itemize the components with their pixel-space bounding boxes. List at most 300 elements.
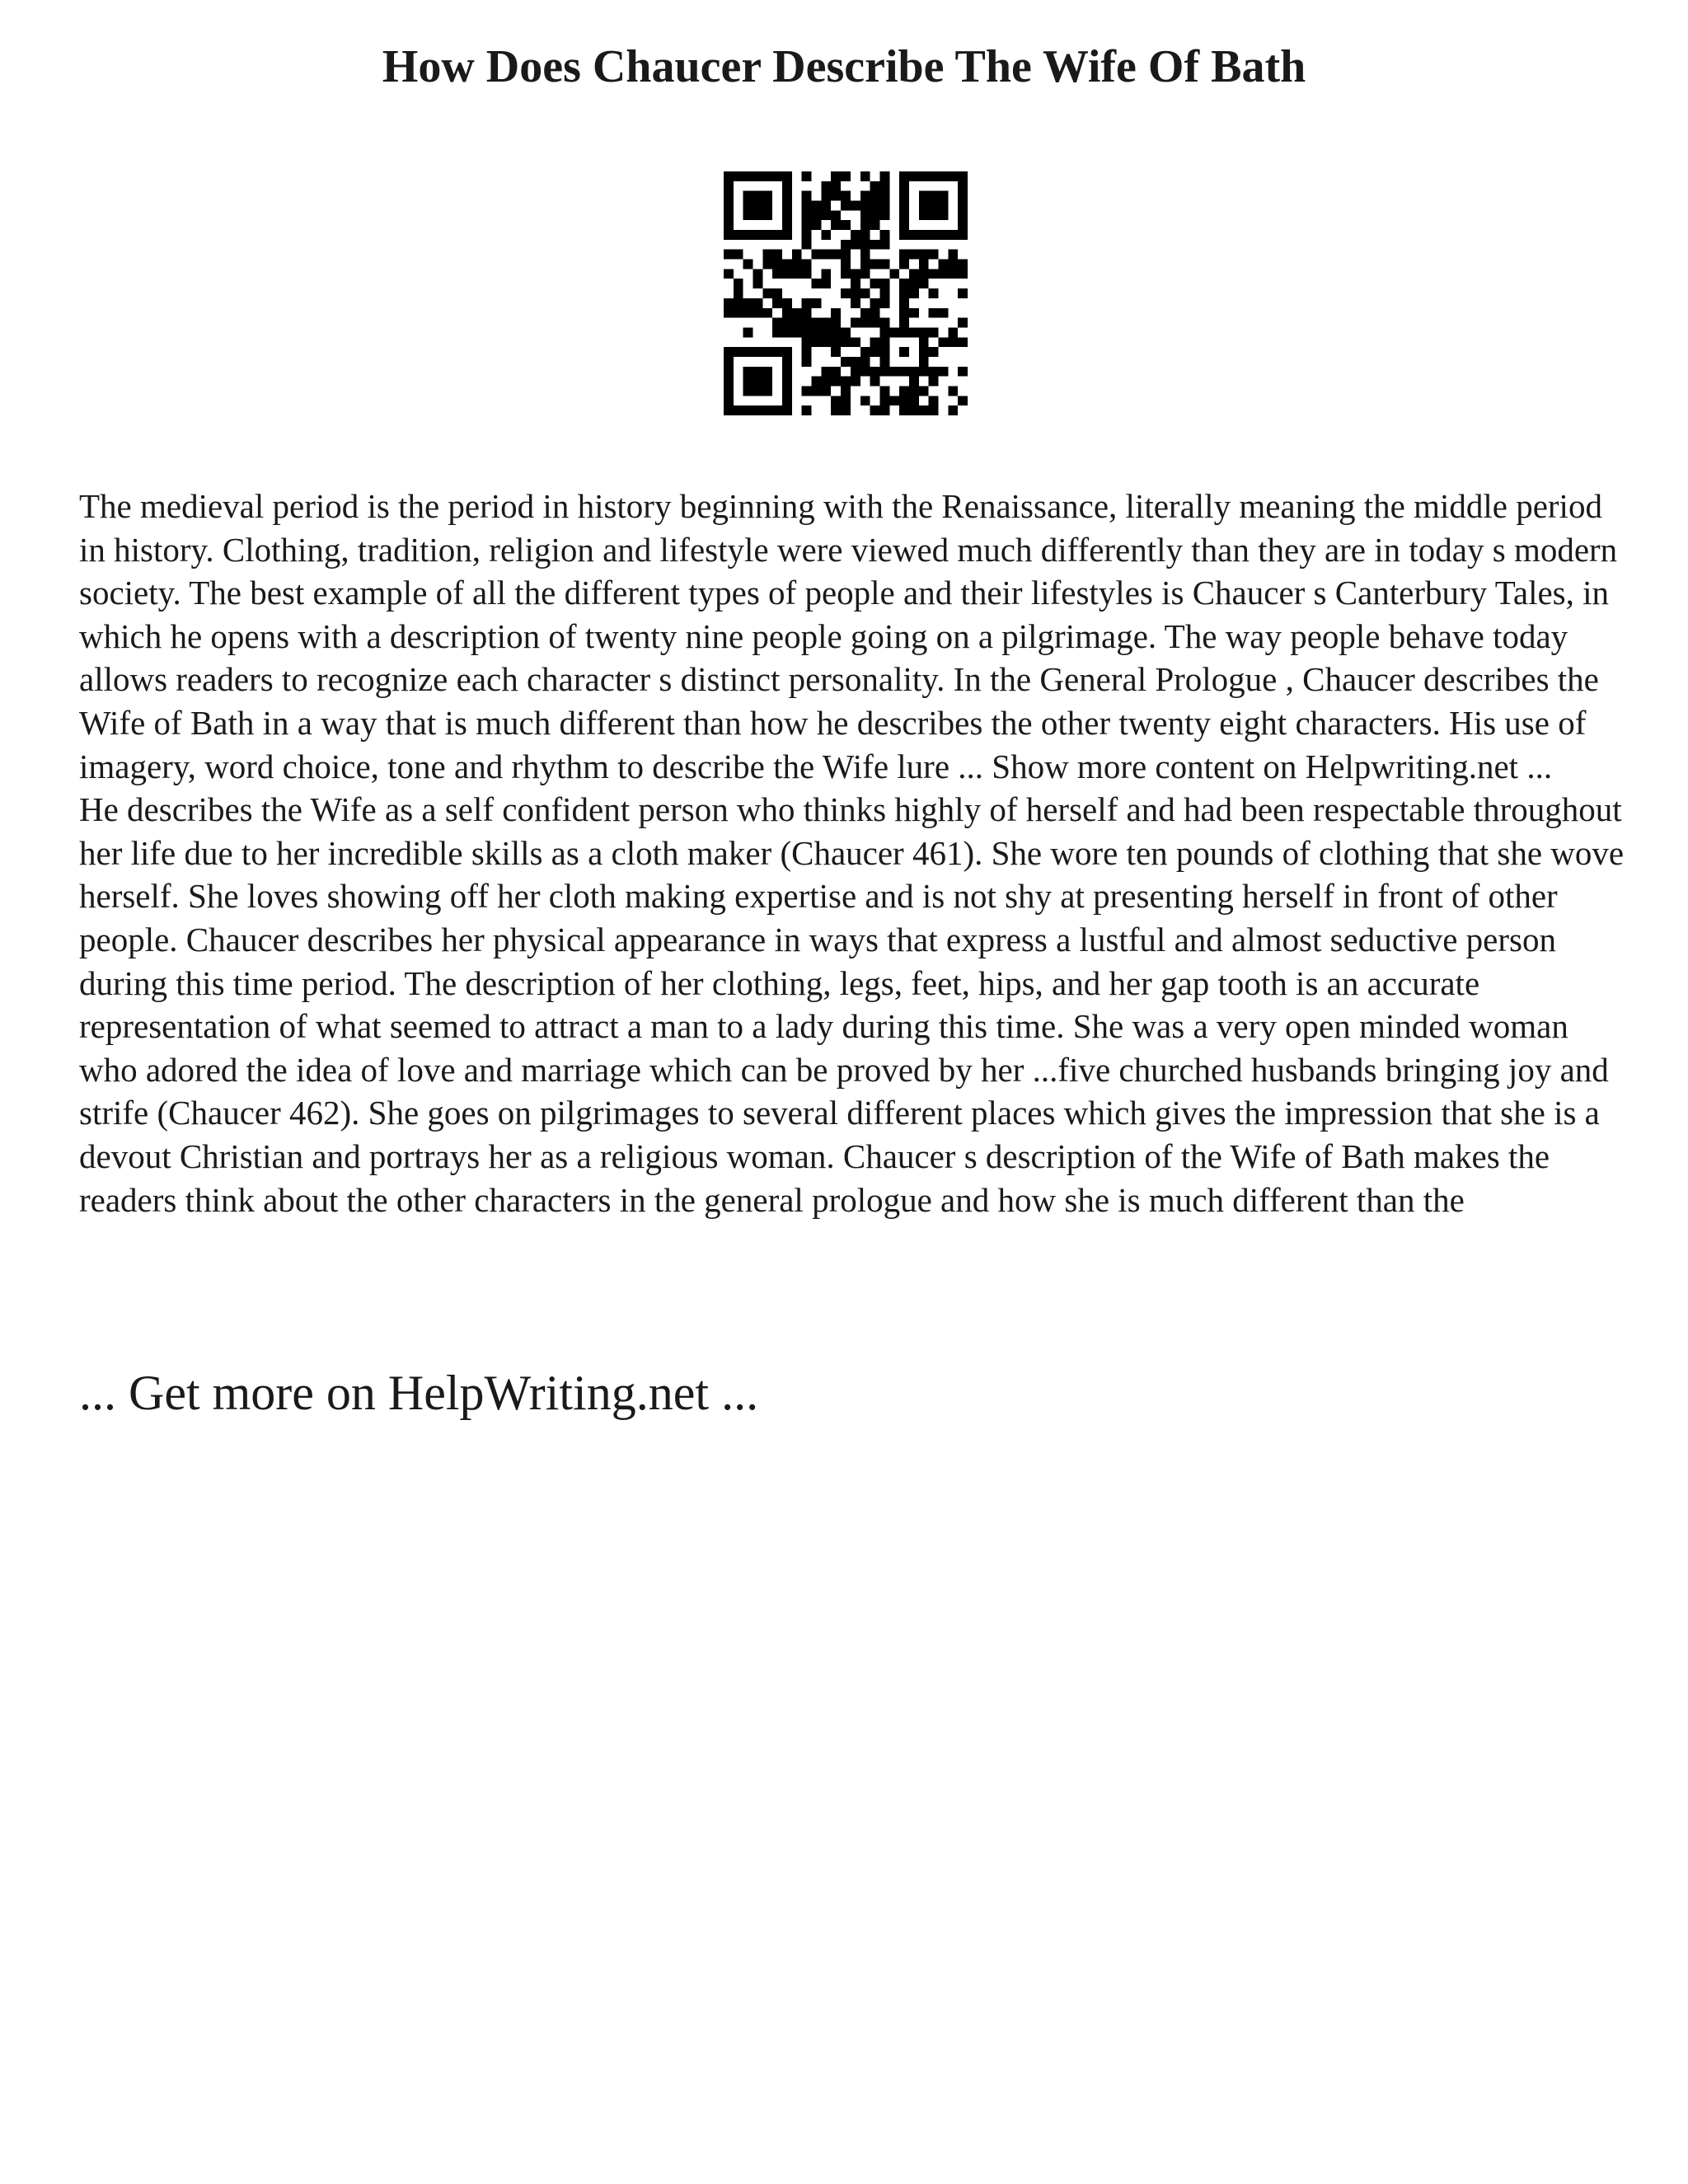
qr-module [802, 357, 812, 367]
qr-module [948, 269, 958, 279]
qr-module [812, 337, 822, 347]
qr-module [841, 240, 851, 250]
qr-module [851, 279, 860, 288]
qr-module [909, 250, 919, 260]
qr-module [929, 405, 939, 415]
qr-module [782, 308, 792, 318]
qr-module [929, 308, 939, 318]
qr-module [889, 269, 899, 279]
qr-module [958, 201, 968, 211]
qr-module [762, 377, 772, 387]
qr-module [831, 308, 841, 318]
qr-module [782, 181, 792, 191]
qr-module [841, 288, 851, 298]
qr-module [879, 230, 889, 240]
qr-code-icon[interactable] [724, 171, 968, 415]
qr-module [870, 405, 880, 415]
qr-module [762, 191, 772, 201]
qr-module [909, 327, 919, 337]
qr-module [841, 357, 851, 367]
qr-module [772, 230, 782, 240]
qr-module [724, 367, 734, 377]
qr-module [753, 269, 763, 279]
get-more-link[interactable]: ... Get more on HelpWriting.net ... [79, 1366, 759, 1420]
qr-module [724, 405, 734, 415]
qr-module [899, 347, 909, 357]
qr-module [870, 318, 880, 328]
qr-module [860, 288, 870, 298]
paragraph-1: The medieval period is the period in history beginning with the Renaissance, literally meaning the middle period in history. Clothing, tradition, religion and lifestyle were viewed much differently than they are in today s modern society. The best example of all the different types of people and their lifestyles is Chaucer s Canterbury Tales, in which he opens with a description of twenty nine people going on a pilgrimage. The way people behave today allows readers to recognize each character s distinct personality. In the General Prologue , Chaucer describes the Wife of Bath in a way that is much different than how he describes the other twenty eight characters. His use of imagery, word choice, tone and rhythm to describe the Wife lure ... Show more content on Helpwriting.net ... [79, 487, 1618, 785]
qr-module [899, 250, 909, 260]
qr-module [899, 181, 909, 191]
qr-module [812, 318, 822, 328]
qr-module [919, 327, 929, 337]
page-title: How Does Chaucer Describe The Wife Of Bath [382, 41, 1306, 92]
qr-module [870, 298, 880, 308]
qr-module [909, 405, 919, 415]
qr-module [724, 377, 734, 387]
qr-module [899, 171, 909, 181]
qr-module [860, 191, 870, 201]
qr-module [860, 357, 870, 367]
qr-module [851, 240, 860, 250]
qr-module [762, 230, 772, 240]
qr-module [879, 171, 889, 181]
qr-module [802, 260, 812, 269]
qr-module [919, 357, 929, 367]
qr-module [802, 337, 812, 347]
qr-module [889, 367, 899, 377]
qr-module [919, 405, 929, 415]
qr-module [782, 405, 792, 415]
qr-module [851, 201, 860, 211]
qr-module [782, 327, 792, 337]
qr-module [899, 396, 909, 405]
qr-module [753, 405, 763, 415]
qr-module [734, 308, 743, 318]
qr-module [841, 171, 851, 181]
qr-module [860, 230, 870, 240]
qr-module [851, 357, 860, 367]
qr-module [899, 210, 909, 220]
qr-module [812, 220, 822, 230]
qr-module [743, 386, 753, 396]
qr-module [821, 230, 831, 240]
qr-module [860, 240, 870, 250]
qr-module [743, 405, 753, 415]
qr-module [812, 201, 822, 211]
qr-module [860, 250, 870, 260]
qr-module [831, 337, 841, 347]
qr-module [899, 220, 909, 230]
qr-module [851, 318, 860, 328]
qr-module [889, 327, 899, 337]
qr-module [821, 191, 831, 201]
qr-module [870, 377, 880, 387]
qr-module [753, 347, 763, 357]
qr-module [860, 171, 870, 181]
qr-module [821, 337, 831, 347]
qr-module [948, 171, 958, 181]
qr-module [870, 347, 880, 357]
qr-module [948, 327, 958, 337]
qr-module [899, 308, 909, 318]
qr-module [860, 308, 870, 318]
qr-module [831, 181, 841, 191]
qr-module [762, 288, 772, 298]
qr-module [753, 367, 763, 377]
qr-module [948, 405, 958, 415]
qr-module [743, 308, 753, 318]
qr-module [948, 386, 958, 396]
qr-module [782, 377, 792, 387]
qr-module [724, 357, 734, 367]
qr-module [919, 210, 929, 220]
qr-module [802, 298, 812, 308]
qr-module [802, 240, 812, 250]
qr-module [879, 210, 889, 220]
qr-module [919, 191, 929, 201]
qr-module [851, 230, 860, 240]
qr-module [899, 405, 909, 415]
qr-module [909, 279, 919, 288]
qr-module [860, 260, 870, 269]
qr-module [743, 327, 753, 337]
qr-module [958, 269, 968, 279]
qr-module [743, 191, 753, 201]
qr-module [821, 279, 831, 288]
qr-module [929, 201, 939, 211]
qr-module [851, 337, 860, 347]
qr-module [802, 327, 812, 337]
qr-module [743, 298, 753, 308]
qr-module [879, 405, 889, 415]
qr-module [929, 396, 939, 405]
qr-module [879, 337, 889, 347]
qr-module [860, 210, 870, 220]
qr-module [879, 396, 889, 405]
qr-module [772, 405, 782, 415]
qr-module [753, 191, 763, 201]
qr-module [772, 347, 782, 357]
qr-module [958, 288, 968, 298]
qr-module [772, 318, 782, 328]
qr-module [831, 171, 841, 181]
qr-module [782, 201, 792, 211]
qr-module [802, 230, 812, 240]
qr-module [860, 347, 870, 357]
qr-module [958, 191, 968, 201]
qr-module [899, 191, 909, 201]
qr-module [762, 260, 772, 269]
qr-module [724, 171, 734, 181]
qr-module [782, 347, 792, 357]
qr-module [743, 201, 753, 211]
qr-module [821, 210, 831, 220]
qr-module [899, 230, 909, 240]
qr-module [762, 210, 772, 220]
qr-module [909, 377, 919, 387]
qr-module [899, 260, 909, 269]
qr-module [753, 210, 763, 220]
qr-module [919, 250, 929, 260]
qr-module [762, 405, 772, 415]
qr-module [802, 191, 812, 201]
qr-module [724, 396, 734, 405]
qr-module [879, 357, 889, 367]
qr-module [841, 327, 851, 337]
qr-module [879, 367, 889, 377]
qr-module [958, 181, 968, 191]
qr-module [958, 230, 968, 240]
qr-module [870, 201, 880, 211]
qr-module [870, 308, 880, 318]
qr-module [802, 318, 812, 328]
qr-module [782, 210, 792, 220]
qr-module [938, 260, 948, 269]
qr-module [724, 201, 734, 211]
qr-module [753, 308, 763, 318]
qr-module [870, 210, 880, 220]
qr-module [879, 260, 889, 269]
qr-module [802, 405, 812, 415]
qr-module [792, 260, 802, 269]
qr-module [870, 337, 880, 347]
qr-module [919, 386, 929, 396]
qr-module [724, 191, 734, 201]
qr-module [812, 298, 822, 308]
qr-module [899, 298, 909, 308]
qr-module [929, 210, 939, 220]
qr-module [948, 230, 958, 240]
qr-module [929, 327, 939, 337]
qr-module [870, 181, 880, 191]
qr-module [782, 386, 792, 396]
qr-module [870, 240, 880, 250]
qr-module [821, 250, 831, 260]
qr-module [772, 288, 782, 298]
qr-module [958, 337, 968, 347]
qr-module [899, 318, 909, 328]
qr-module [802, 347, 812, 357]
qr-module [821, 269, 831, 279]
qr-module [831, 327, 841, 337]
qr-module [743, 210, 753, 220]
qr-module [782, 367, 792, 377]
qr-module [831, 347, 841, 357]
qr-module [753, 201, 763, 211]
qr-module [860, 201, 870, 211]
qr-module [821, 327, 831, 337]
qr-module [909, 386, 919, 396]
qr-module [802, 201, 812, 211]
qr-module [724, 298, 734, 308]
qr-module [879, 288, 889, 298]
qr-module [743, 260, 753, 269]
qr-module [841, 220, 851, 230]
qr-module [899, 279, 909, 288]
qr-module [841, 191, 851, 201]
qr-module [879, 191, 889, 201]
qr-module [812, 386, 822, 396]
qr-module [782, 318, 792, 328]
qr-module [919, 171, 929, 181]
qr-module [812, 327, 822, 337]
qr-module [724, 347, 734, 357]
qr-module [851, 298, 860, 308]
qr-module [812, 279, 822, 288]
article-body [79, 485, 1629, 1221]
qr-module [919, 201, 929, 211]
qr-module [899, 288, 909, 298]
qr-module [821, 201, 831, 211]
qr-module [772, 269, 782, 279]
qr-module [782, 298, 792, 308]
qr-module [724, 220, 734, 230]
qr-module [734, 230, 743, 240]
qr-module [899, 327, 909, 337]
qr-module [724, 250, 734, 260]
qr-module [772, 171, 782, 181]
qr-module [782, 357, 792, 367]
qr-module [772, 298, 782, 308]
qr-module [948, 250, 958, 260]
qr-code-graphic [724, 171, 968, 415]
qr-module [929, 288, 939, 298]
qr-module [831, 250, 841, 260]
qr-module [812, 377, 822, 387]
qr-module [919, 269, 929, 279]
qr-module [929, 377, 939, 387]
qr-module [919, 279, 929, 288]
qr-module [879, 327, 889, 337]
qr-module [860, 220, 870, 230]
qr-module [831, 191, 841, 201]
qr-module [734, 250, 743, 260]
qr-module [870, 191, 880, 201]
qr-module [831, 396, 841, 405]
qr-module [812, 250, 822, 260]
qr-module [929, 367, 939, 377]
qr-module [792, 318, 802, 328]
qr-module [782, 191, 792, 201]
qr-module [938, 201, 948, 211]
qr-module [841, 396, 851, 405]
qr-module [909, 269, 919, 279]
qr-module [958, 396, 968, 405]
qr-module [734, 288, 743, 298]
qr-module [772, 260, 782, 269]
qr-module [879, 347, 889, 357]
qr-module [919, 337, 929, 347]
qr-module [860, 269, 870, 279]
qr-module [724, 210, 734, 220]
qr-module [782, 260, 792, 269]
qr-module [938, 210, 948, 220]
qr-module [870, 220, 880, 230]
qr-module [762, 201, 772, 211]
qr-module [753, 377, 763, 387]
qr-module [821, 367, 831, 377]
qr-module [948, 260, 958, 269]
qr-module [860, 318, 870, 328]
qr-module [929, 171, 939, 181]
qr-module [802, 220, 812, 230]
qr-module [734, 171, 743, 181]
qr-module [841, 269, 851, 279]
qr-module [860, 367, 870, 377]
qr-module [958, 171, 968, 181]
qr-module [919, 260, 929, 269]
qr-module [841, 337, 851, 347]
qr-module [948, 337, 958, 347]
qr-module [909, 230, 919, 240]
qr-module [782, 220, 792, 230]
qr-module [899, 201, 909, 211]
qr-module [879, 181, 889, 191]
qr-module [753, 279, 763, 288]
qr-module [782, 269, 792, 279]
qr-module [734, 298, 743, 308]
qr-module [870, 279, 880, 288]
qr-module [899, 367, 909, 377]
qr-module [879, 279, 889, 288]
qr-module [762, 308, 772, 318]
qr-module [724, 308, 734, 318]
qr-module [734, 405, 743, 415]
qr-module [724, 181, 734, 191]
qr-module [812, 210, 822, 220]
qr-module [919, 347, 929, 357]
qr-module [762, 367, 772, 377]
qr-module [734, 347, 743, 357]
qr-module [724, 386, 734, 396]
qr-module [782, 230, 792, 240]
qr-module [802, 210, 812, 220]
qr-module [909, 367, 919, 377]
qr-module [938, 337, 948, 347]
qr-module [831, 318, 841, 328]
qr-module [831, 220, 841, 230]
qr-module [938, 269, 948, 279]
qr-module [841, 386, 851, 396]
qr-module [753, 386, 763, 396]
qr-module [909, 396, 919, 405]
qr-module [938, 367, 948, 377]
qr-module [889, 396, 899, 405]
qr-module [792, 327, 802, 337]
qr-module [802, 269, 812, 279]
qr-module [870, 367, 880, 377]
qr-module [938, 230, 948, 240]
qr-module [753, 171, 763, 181]
qr-module [879, 298, 889, 308]
qr-module [929, 230, 939, 240]
qr-module [821, 377, 831, 387]
qr-module [909, 288, 919, 298]
qr-module [919, 230, 929, 240]
qr-module [938, 308, 948, 318]
qr-module [724, 230, 734, 240]
qr-module [802, 386, 812, 396]
qr-module [841, 250, 851, 260]
qr-module [724, 269, 734, 279]
qr-module [734, 279, 743, 288]
qr-module [958, 260, 968, 269]
qr-module [831, 210, 841, 220]
qr-module [743, 171, 753, 181]
qr-module [879, 201, 889, 211]
